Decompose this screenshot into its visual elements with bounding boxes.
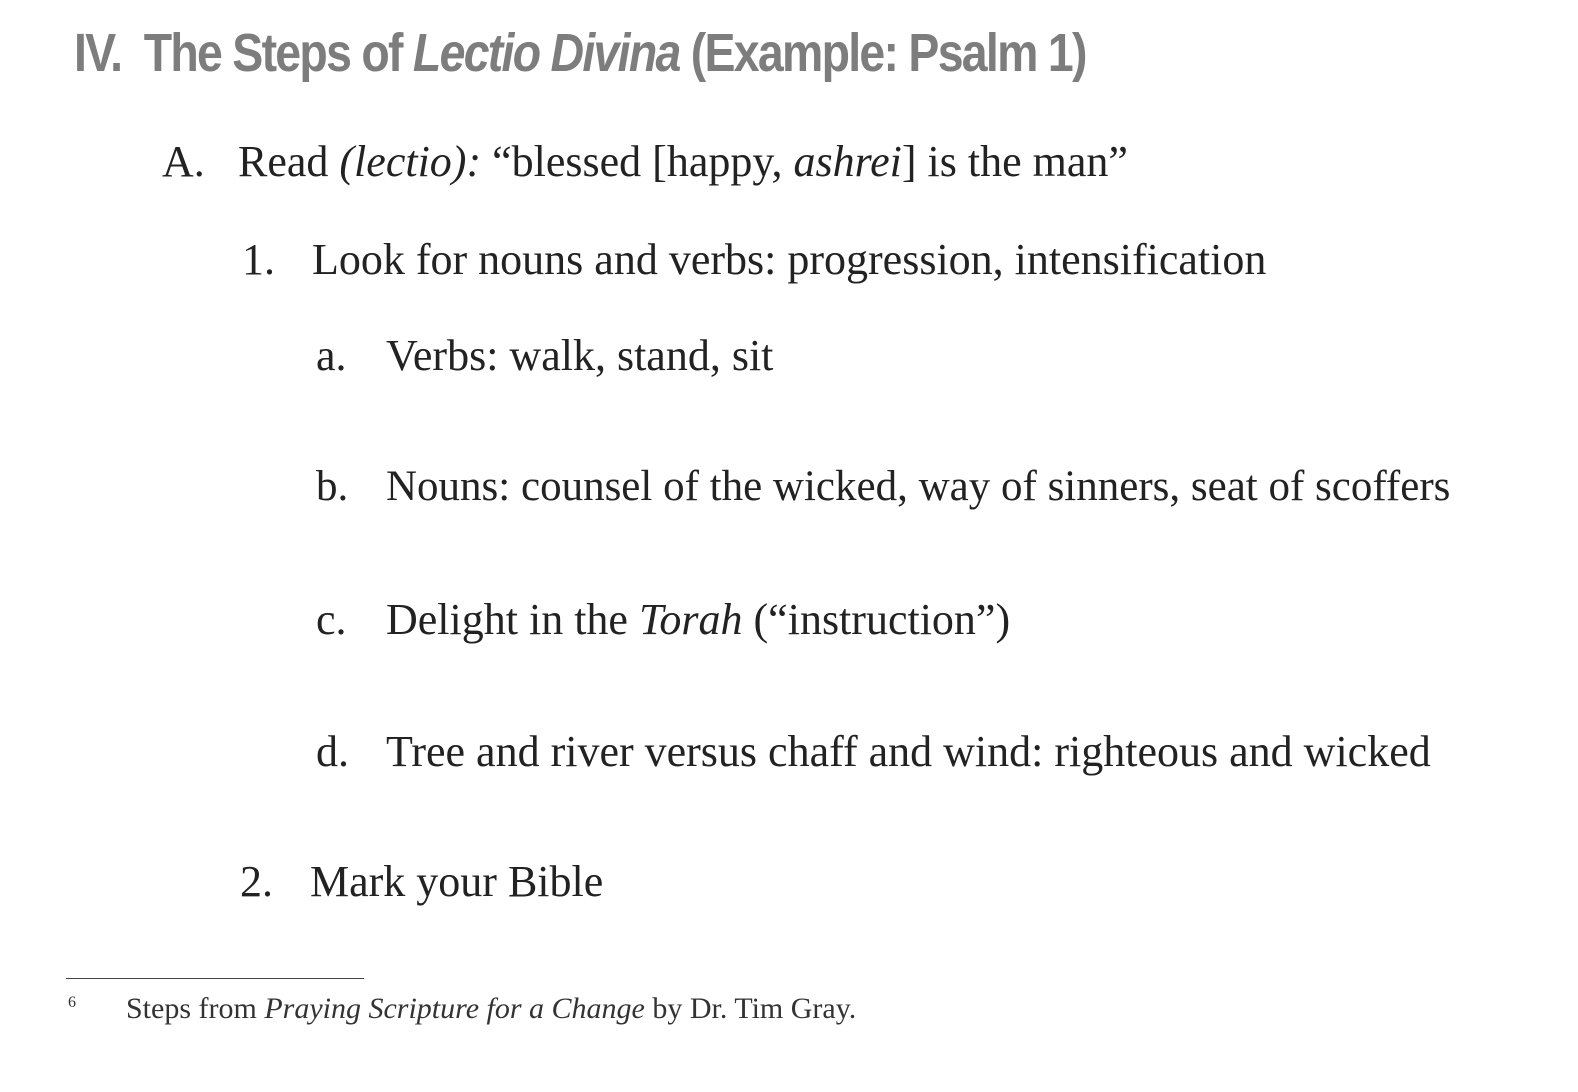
heading-prefix: The Steps of	[143, 23, 413, 83]
outline-marker: b.	[316, 463, 349, 510]
outline-text: Nouns: counsel of the wicked, way of sinners, seat of scoffers	[386, 463, 1451, 510]
heading-suffix: (Example: Psalm 1)	[679, 23, 1086, 83]
outline-text	[386, 595, 1010, 644]
outline-item-1b	[316, 462, 1450, 511]
outline-text: Tree and river versus chaff and wind: righteous and wicked	[386, 727, 1431, 776]
outline-text-suffix: ] is the man”	[901, 137, 1128, 186]
outline-text-italic: (lectio):	[339, 137, 482, 186]
footnote	[68, 992, 856, 1026]
outline-item-2	[240, 856, 603, 907]
footnote-book-title: Praying Scripture for a Change	[264, 992, 645, 1025]
outline-marker: c.	[316, 595, 347, 644]
outline-text: Look for nouns and verbs: progression, intensification	[312, 235, 1267, 284]
footnote-prefix: Steps from	[126, 992, 265, 1025]
footnote-text	[126, 992, 856, 1025]
outline-text: Verbs: walk, stand, sit	[386, 331, 774, 380]
outline-item-1	[242, 234, 1266, 285]
outline-item-1d	[316, 726, 1431, 777]
footnote-divider	[66, 978, 364, 979]
footnote-suffix: by Dr. Tim Gray.	[644, 992, 857, 1025]
section-heading	[74, 22, 1086, 84]
outline-text-italic-2: ashrei	[793, 137, 902, 186]
section-number: IV.	[74, 23, 122, 83]
outline-marker: d.	[316, 727, 349, 776]
outline-text-prefix: Read	[238, 137, 340, 186]
footnote-number: 6	[68, 994, 76, 1011]
outline-item-1a	[316, 330, 773, 381]
outline-marker: A.	[162, 137, 205, 186]
outline-text-suffix: (“instruction”)	[742, 595, 1011, 644]
outline-text-middle: “blessed [happy,	[481, 137, 794, 186]
heading-italic-title: Lectio Divina	[412, 23, 680, 83]
outline-text: Mark your Bible	[310, 857, 604, 906]
outline-text-italic: Torah	[638, 595, 743, 644]
outline-marker: a.	[316, 331, 347, 380]
outline-text	[238, 137, 1128, 186]
outline-item-1c	[316, 594, 1010, 645]
outline-marker: 2.	[240, 857, 273, 906]
outline-item-A	[162, 136, 1128, 187]
outline-marker: 1.	[242, 235, 275, 284]
outline-text-prefix: Delight in the	[386, 595, 639, 644]
